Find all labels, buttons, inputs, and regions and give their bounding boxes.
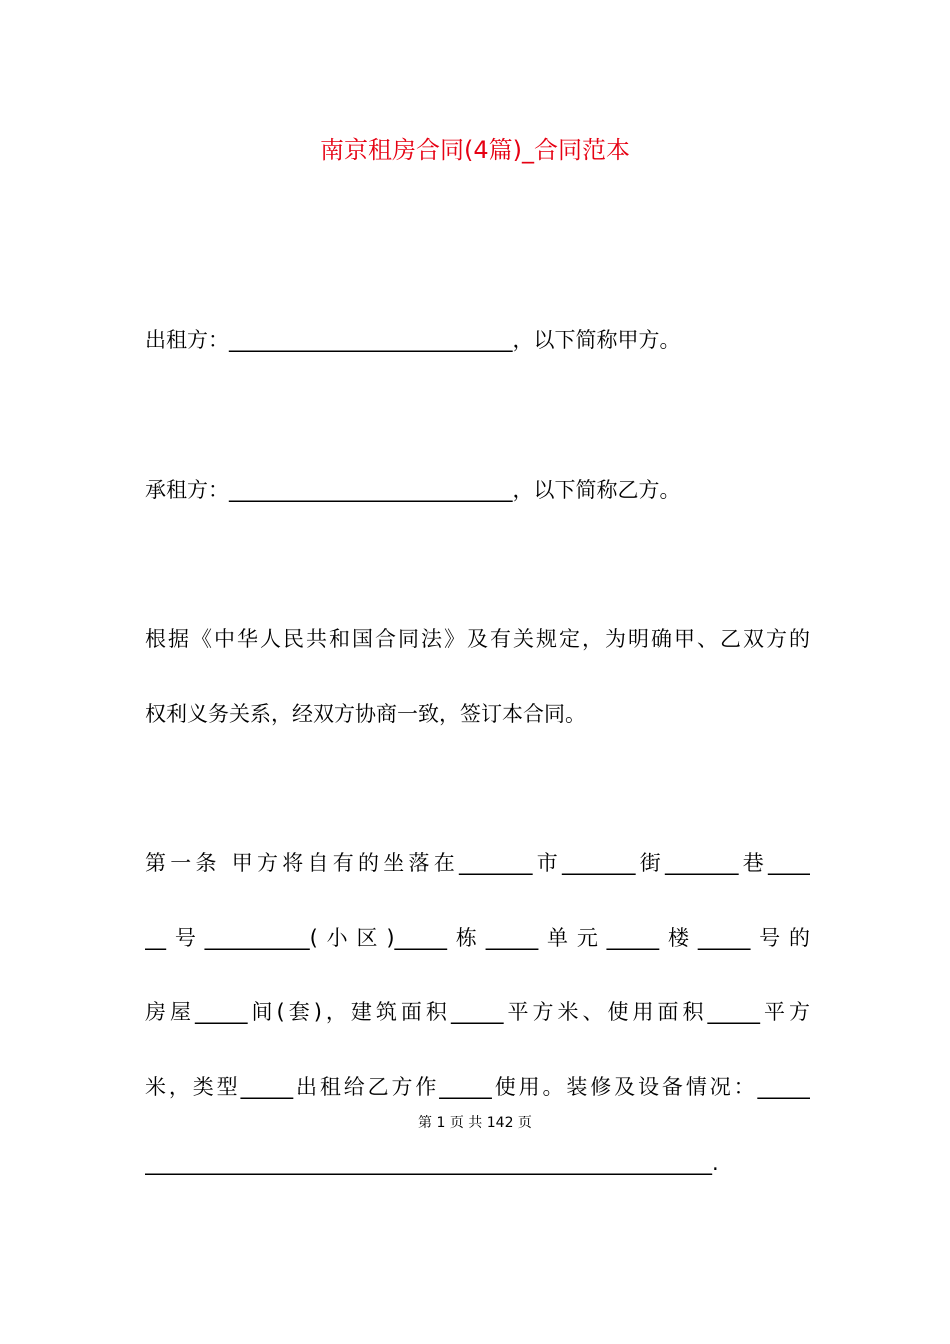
article-1-line-4: 米，类型_____出租给乙方作_____使用。装修及设备情况：_____: [145, 1075, 810, 1099]
article-1-line-2: __号__________(小区)_____栋_____单元_____楼_____号的: [145, 926, 810, 950]
preamble-line-1: 根据《中华人民共和国合同法》及有关规定，为明确甲、乙双方的: [145, 627, 810, 651]
lessor-line: 出租方：___________________________，以下简称甲方。: [145, 328, 681, 352]
article-1-line-5: ______________________________________________________.: [145, 1151, 719, 1175]
article-1-line-3: 房屋_____间(套)，建筑面积_____平方米、使用面积_____平方: [145, 1000, 810, 1024]
preamble-line-2: 权利义务关系，经双方协商一致，签订本合同。: [145, 702, 586, 726]
document-title: 南京租房合同(4篇)_合同范本: [320, 136, 630, 164]
page-footer: 第 1 页 共 142 页: [418, 1115, 532, 1131]
article-1-line-1: 第一条 甲方将自有的坐落在_______市_______街_______巷____: [145, 851, 810, 875]
lessee-line: 承租方：___________________________，以下简称乙方。: [145, 478, 681, 502]
